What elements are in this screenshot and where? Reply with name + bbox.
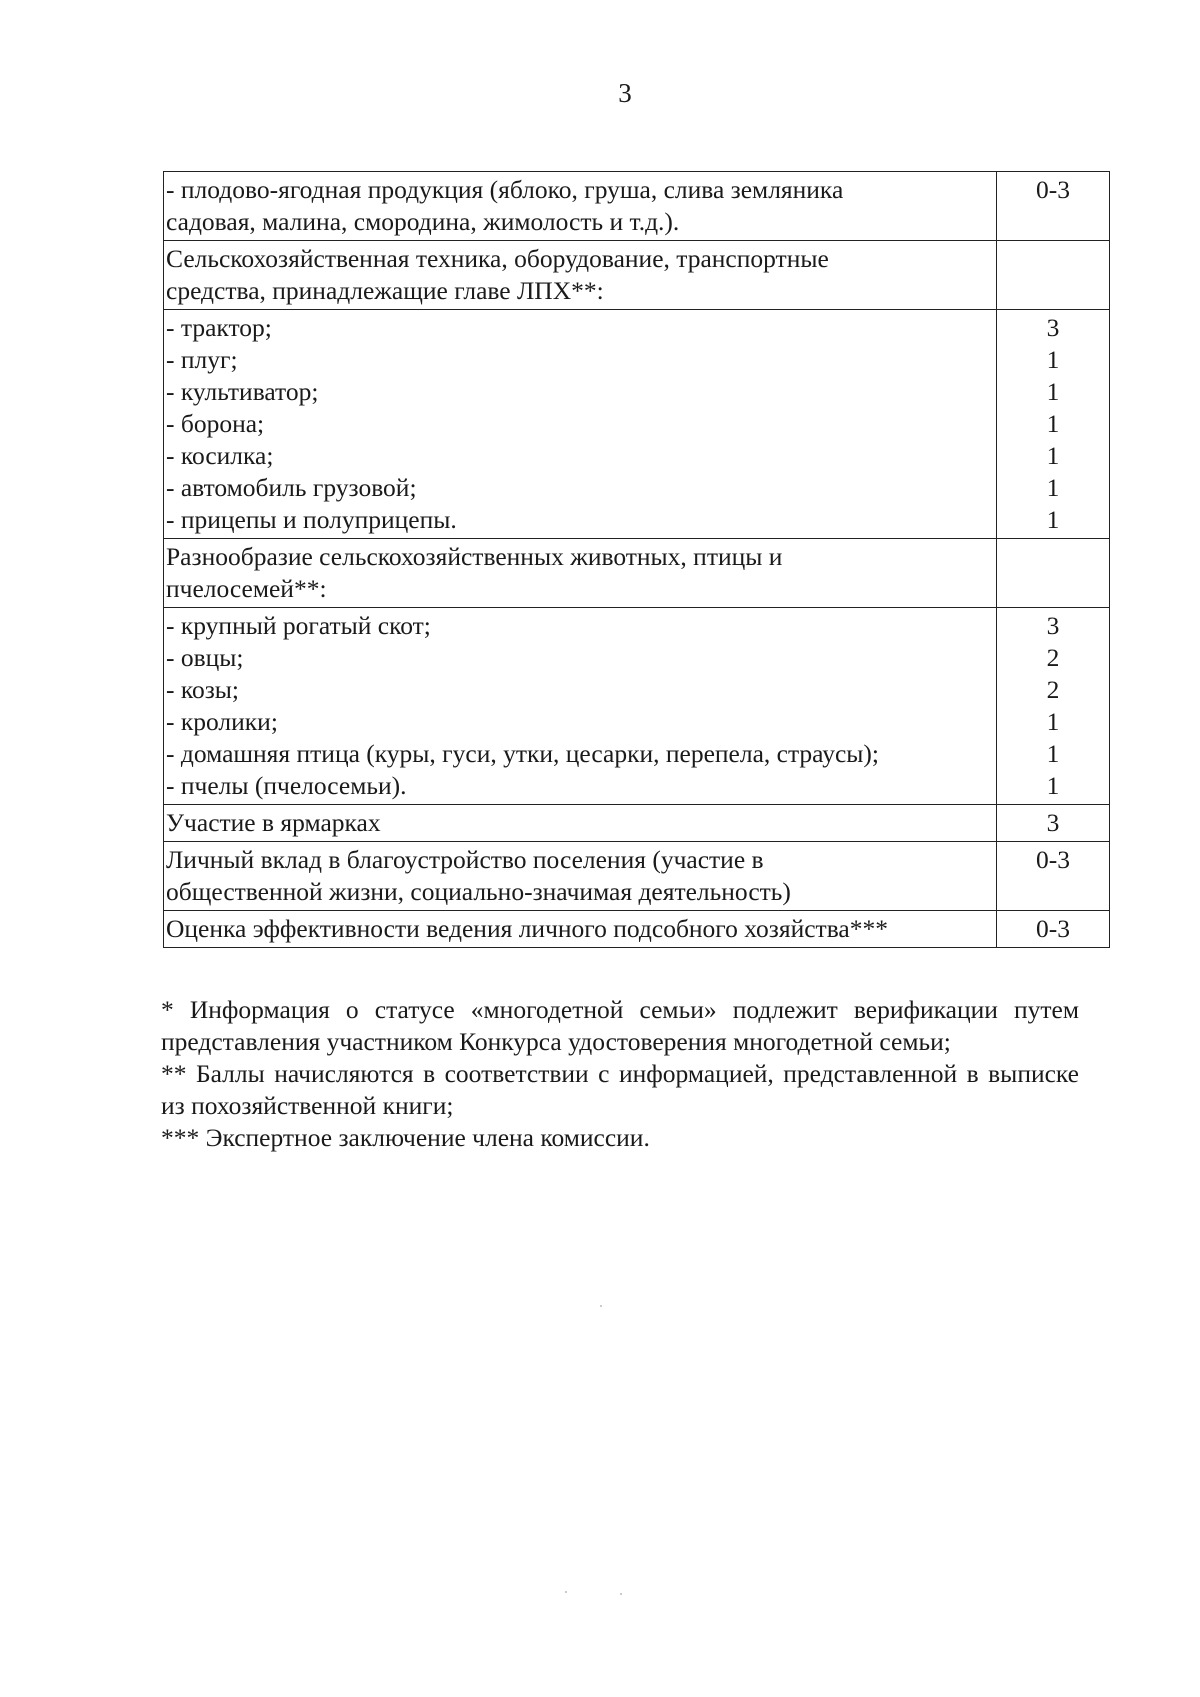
score-cell bbox=[997, 608, 1110, 805]
score-value: 1 bbox=[1046, 707, 1060, 736]
footnotes bbox=[161, 994, 1079, 1154]
page-number: 3 bbox=[618, 78, 632, 108]
criterion-line: садовая, малина, смородина, жимолость и т.д.). bbox=[166, 207, 680, 236]
criterion-cell bbox=[164, 608, 997, 805]
criterion-line: Участие в ярмарках bbox=[166, 808, 381, 837]
criterion-line: - трактор; bbox=[166, 313, 272, 342]
criterion-line: Оценка эффективности ведения личного подсобного хозяйства*** bbox=[166, 914, 888, 943]
criterion-line: - плодово-ягодная продукция (яблоко, груша, слива земляника bbox=[166, 175, 844, 204]
criterion-cell bbox=[164, 805, 997, 842]
score-value: 1 bbox=[1046, 377, 1060, 406]
criterion-line: пчелосемей**: bbox=[166, 574, 327, 603]
table-row bbox=[164, 911, 1110, 948]
table-row bbox=[164, 172, 1110, 241]
criterion-line: - кролики; bbox=[166, 707, 278, 736]
criterion-line: средства, принадлежащие главе ЛПХ**: bbox=[166, 276, 604, 305]
footnote-points-accrual: ** Баллы начисляются в соответствии с информацией, представленной в выписке из похозяйственной книги; bbox=[161, 1059, 1079, 1120]
footnote-expert-opinion: *** Экспертное заключение члена комиссии. bbox=[161, 1123, 650, 1152]
criterion-line: - борона; bbox=[166, 409, 265, 438]
score-cell bbox=[997, 310, 1110, 539]
criterion-line: общественной жизни, социально-значимая деятельность) bbox=[166, 877, 791, 906]
score-value: 1 bbox=[1046, 409, 1060, 438]
score-cell bbox=[997, 842, 1110, 911]
score-value: 0-3 bbox=[1036, 845, 1070, 874]
criterion-line: - козы; bbox=[166, 675, 240, 704]
score-value: 1 bbox=[1046, 505, 1060, 534]
table-row bbox=[164, 842, 1110, 911]
criterion-line: - культиватор; bbox=[166, 377, 319, 406]
score-value: 1 bbox=[1046, 473, 1060, 502]
scan-speck bbox=[600, 1305, 602, 1307]
score-value: 3 bbox=[1046, 611, 1060, 640]
score-value: 1 bbox=[1046, 771, 1060, 800]
criterion-cell bbox=[164, 241, 997, 310]
criterion-cell bbox=[164, 310, 997, 539]
scan-speck bbox=[620, 1593, 622, 1595]
table-row bbox=[164, 539, 1110, 608]
criterion-cell bbox=[164, 539, 997, 608]
criterion-cell bbox=[164, 842, 997, 911]
footnote-large-family: * Информация о статусе «многодетной семьи» подлежит верификации путем представления участником Конкурса удостоверения многодетной семьи; bbox=[161, 995, 1079, 1056]
criterion-line: - овцы; bbox=[166, 643, 244, 672]
criteria-table-body bbox=[164, 172, 1110, 948]
score-value: 1 bbox=[1046, 739, 1060, 768]
score-cell bbox=[997, 539, 1110, 608]
criterion-line: Разнообразие сельскохозяйственных животных, птицы и bbox=[166, 542, 783, 571]
criterion-line: - пчелы (пчелосемьи). bbox=[166, 771, 407, 800]
criterion-cell bbox=[164, 172, 997, 241]
criterion-cell bbox=[164, 911, 997, 948]
criterion-line: Сельскохозяйственная техника, оборудование, транспортные bbox=[166, 244, 829, 273]
score-cell bbox=[997, 805, 1110, 842]
table-row bbox=[164, 241, 1110, 310]
score-value: 2 bbox=[1046, 675, 1060, 704]
table-row bbox=[164, 608, 1110, 805]
criterion-line: - автомобиль грузовой; bbox=[166, 473, 417, 502]
score-cell bbox=[997, 911, 1110, 948]
criterion-line: Личный вклад в благоустройство поселения (участие в bbox=[166, 845, 764, 874]
score-value: 1 bbox=[1046, 441, 1060, 470]
scan-speck bbox=[565, 1591, 567, 1593]
criteria-table bbox=[163, 171, 1110, 948]
score-value: 0-3 bbox=[1036, 914, 1070, 943]
criterion-line: - плуг; bbox=[166, 345, 238, 374]
score-value: 2 bbox=[1046, 643, 1060, 672]
criterion-line: - прицепы и полуприцепы. bbox=[166, 505, 457, 534]
score-value: 0-3 bbox=[1036, 175, 1070, 204]
table-row bbox=[164, 310, 1110, 539]
score-value: 3 bbox=[1046, 313, 1060, 342]
table-row bbox=[164, 805, 1110, 842]
criterion-line: - домашняя птица (куры, гуси, утки, цесарки, перепела, страусы); bbox=[166, 739, 879, 768]
score-value: 1 bbox=[1046, 345, 1060, 374]
score-cell bbox=[997, 172, 1110, 241]
criterion-line: - крупный рогатый скот; bbox=[166, 611, 431, 640]
score-cell bbox=[997, 241, 1110, 310]
criterion-line: - косилка; bbox=[166, 441, 274, 470]
score-value: 3 bbox=[1046, 808, 1060, 837]
